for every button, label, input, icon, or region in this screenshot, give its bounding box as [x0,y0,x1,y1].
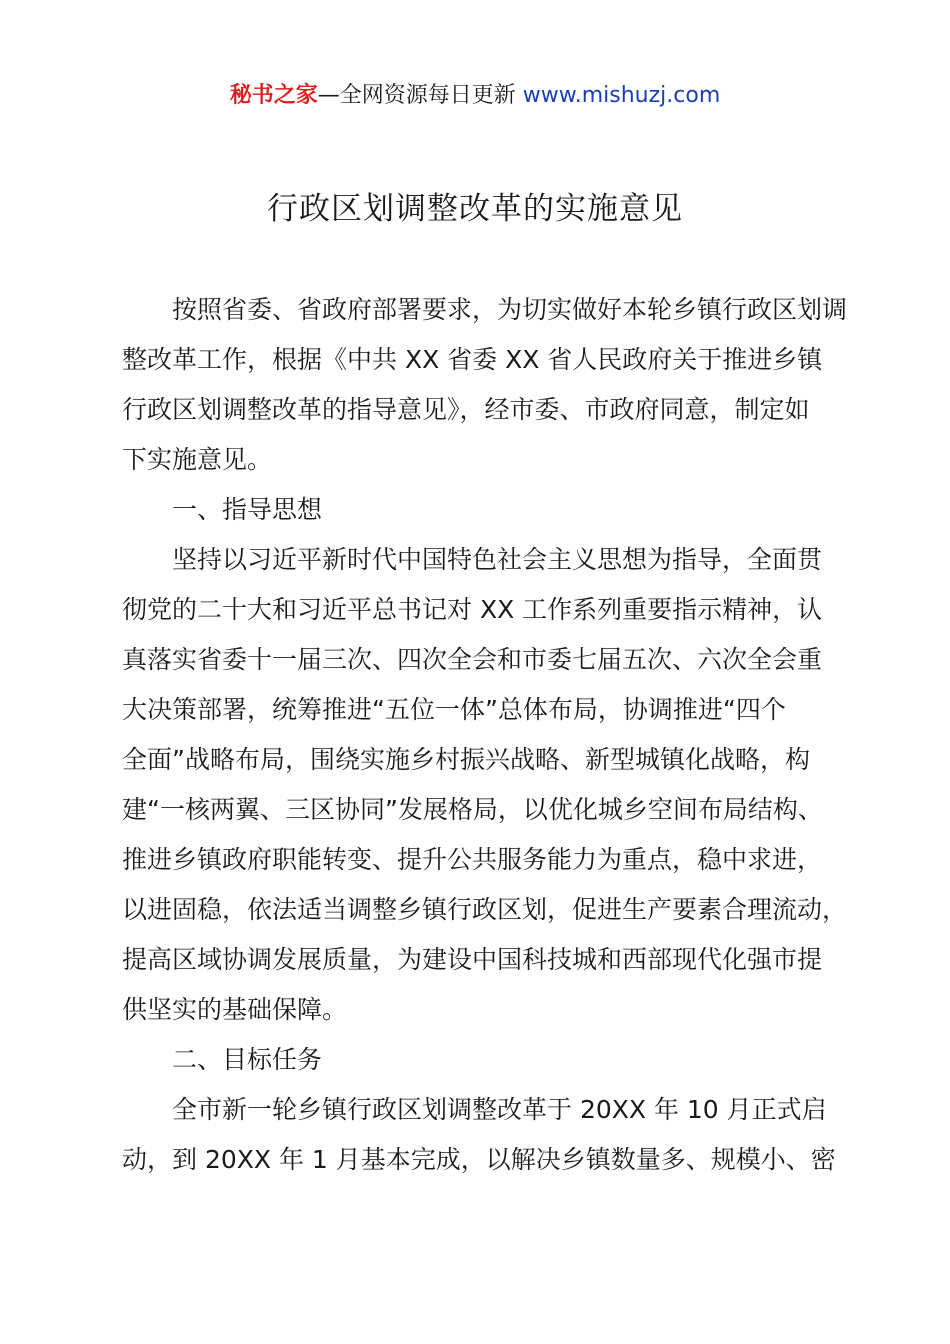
paragraph-line: 建“一核两翼、三区协同”发展格局，以优化城乡空间布局结构、 [122,795,823,824]
document-title: 行政区划调整改革的实施意见 [267,191,683,227]
paragraph-line: 整改革工作，根据《中共 XX 省委 XX 省人民政府关于推进乡镇 [122,345,823,374]
paragraph-line: 按照省委、省政府部署要求，为切实做好本轮乡镇行政区划调 [172,295,848,324]
section-heading: 一、指导思想 [172,495,323,524]
paragraph-line: 行政区划调整改革的指导意见》，经市委、市政府同意，制定如 [122,395,810,424]
paragraph-line: 推进乡镇政府职能转变、提升公共服务能力为重点，稳中求进， [122,845,823,874]
paragraph-line: 全市新一轮乡镇行政区划调整改革于 20XX 年 10 月正式启 [172,1095,827,1124]
site-tagline: —全网资源每日更新 [317,83,523,108]
paragraph-line: 真落实省委十一届三次、四次全会和市委七届五次、六次全会重 [122,645,823,674]
site-url-link[interactable]: www.mishuzj.com [522,83,721,108]
section-heading: 二、目标任务 [172,1045,323,1074]
paragraph-line: 供坚实的基础保障。 [122,995,348,1024]
paragraph-line: 全面”战略布局，围绕实施乡村振兴战略、新型城镇化战略，构 [122,745,810,774]
paragraph-line: 提高区域协调发展质量，为建设中国科技城和西部现代化强市提 [122,945,823,974]
paragraph-line: 彻党的二十大和习近平总书记对 XX 工作系列重要指示精神，认 [122,595,823,624]
site-header [0,80,950,112]
paragraph-line: 坚持以习近平新时代中国特色社会主义思想为指导，全面贯 [172,545,823,574]
site-brand: 秘书之家 [229,83,318,108]
document-body [122,285,870,1185]
paragraph-line: 大决策部署，统筹推进“五位一体”总体布局，协调推进“四个 [122,695,786,724]
paragraph-line: 下实施意见。 [122,445,273,474]
paragraph-line: 动，到 20XX 年 1 月基本完成，以解决乡镇数量多、规模小、密 [122,1145,836,1174]
paragraph-line: 以进固稳，依法适当调整乡镇行政区划，促进生产要素合理流动， [122,895,848,924]
